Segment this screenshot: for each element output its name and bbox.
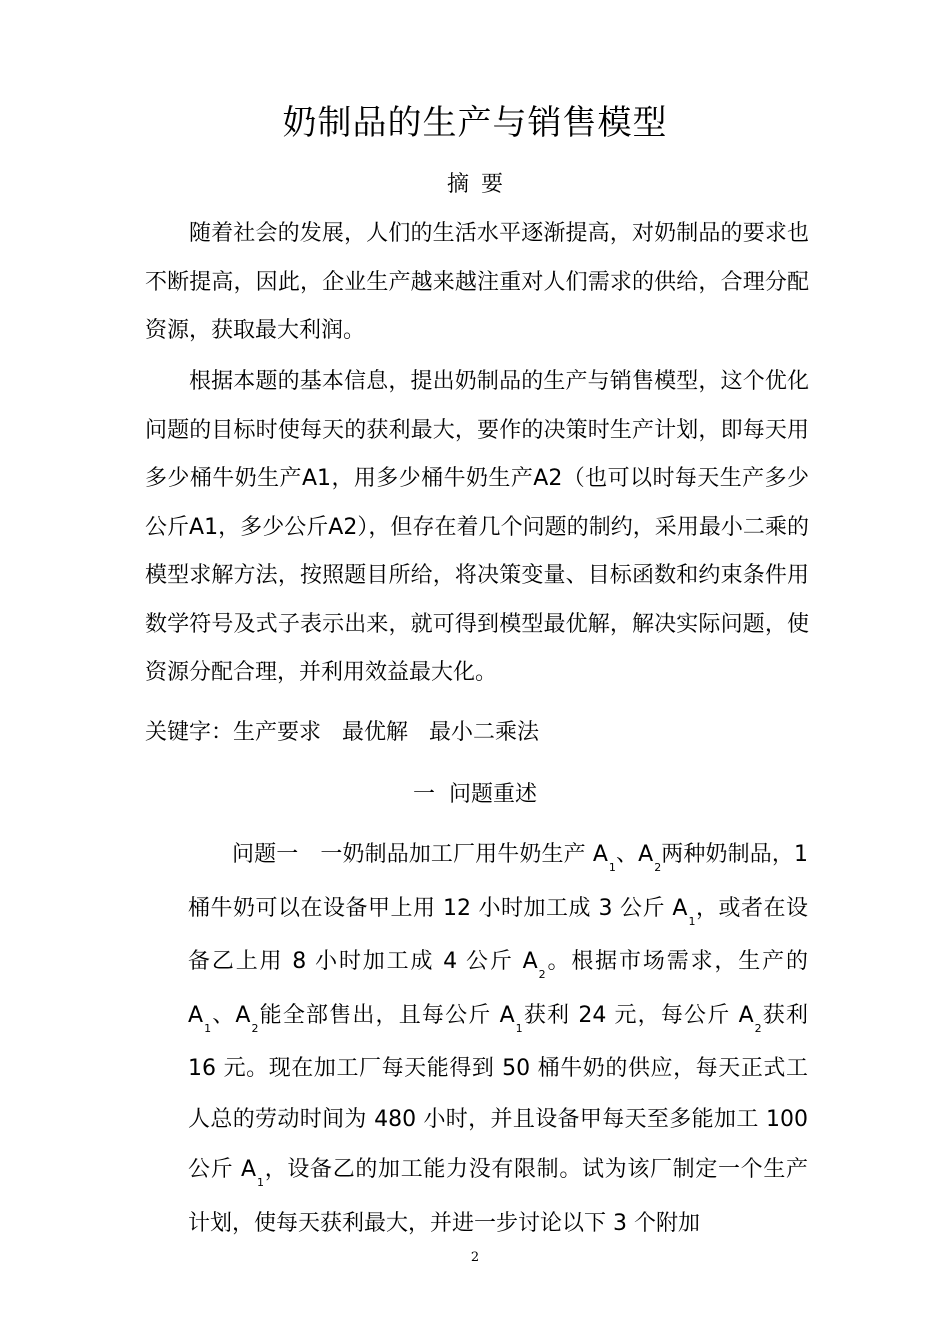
subscript: 1 bbox=[515, 1021, 523, 1035]
subscript: 2 bbox=[538, 968, 546, 981]
subscript: 2 bbox=[654, 861, 662, 874]
document-title: 奶制品的生产与销售模型 bbox=[282, 103, 668, 143]
abstract-paragraph-1: 随着社会的发展，人们的生活水平逐渐提高，对奶制品的要求也不断提高，因此，企业生产越来越注重对人们需求的供给，合理分配资源，获取最大利润。 bbox=[145, 221, 809, 343]
keywords-label: 关键字： bbox=[145, 720, 234, 745]
problem-text: 获利 24 元，每公斤 A bbox=[522, 1002, 754, 1028]
subscript: 2 bbox=[251, 1021, 259, 1035]
subscript: 1 bbox=[257, 1176, 265, 1189]
section-title: 问题重述 bbox=[449, 782, 538, 807]
section-number: 一 bbox=[412, 782, 435, 807]
subscript: 1 bbox=[608, 861, 616, 874]
keywords-line bbox=[145, 709, 539, 757]
problem-label: 问题一 bbox=[232, 842, 299, 867]
abstract-heading: 摘要 bbox=[446, 172, 515, 197]
section-heading bbox=[0, 771, 950, 819]
abstract-paragraph-2: 根据本题的基本信息，提出奶制品的生产与销售模型，这个优化问题的目标时使每天的获利最大，要作的决策时生产计划，即每天用多少桶牛奶生产A1，用多少桶牛奶生产A2（也可以时每天生产多少公斤A1，多少公斤A2），但存在着几个问题的制约，采用最小二乘的模型求解方法，按照题目所给，将决策变量、目标函数和约束条件用数学符号及式子表示出来，就可得到模型最优解，解决实际问题，使资源分配合理，并利用效益最大化。 bbox=[145, 369, 809, 685]
keyword-item: 最小二乘法 bbox=[429, 720, 540, 745]
keyword-item: 生产要求 bbox=[233, 720, 322, 745]
problem-text: 获利 16 元。现在加工厂每天能得到 50 桶牛奶的供应，每天正式工人总的劳动时间为 480 小时，并且设备甲每天至多能加工 100 公斤 A bbox=[188, 1002, 808, 1182]
problem-text: 能全部售出，且每公斤 A bbox=[258, 1002, 515, 1028]
problem-text: 。根据市场需求，生产的 A bbox=[188, 949, 808, 1028]
problem-text: ，设备乙的加工能力没有限制。试为该厂制定一个生产计划，使每天获利最大，并进一步讨论以下 3 个附加 bbox=[188, 1157, 808, 1236]
problem-statement bbox=[188, 830, 808, 1249]
problem-text: 一奶制品加工厂用牛奶生产 A bbox=[320, 842, 608, 867]
problem-text: 、A bbox=[211, 1002, 251, 1028]
keyword-item: 最优解 bbox=[342, 720, 409, 745]
subscript: 2 bbox=[754, 1021, 762, 1035]
problem-text: 、A bbox=[615, 842, 654, 867]
problem-text: 两种奶制品，1 桶牛奶可以在设备甲上用 12 小时加工成 3 公斤 A bbox=[188, 842, 808, 921]
page-number: 2 bbox=[470, 1250, 480, 1265]
subscript: 1 bbox=[204, 1021, 212, 1035]
problem-text: ，或者在设备乙上用 8 小时加工成 4 公斤 A bbox=[188, 895, 808, 974]
subscript: 1 bbox=[688, 914, 696, 928]
